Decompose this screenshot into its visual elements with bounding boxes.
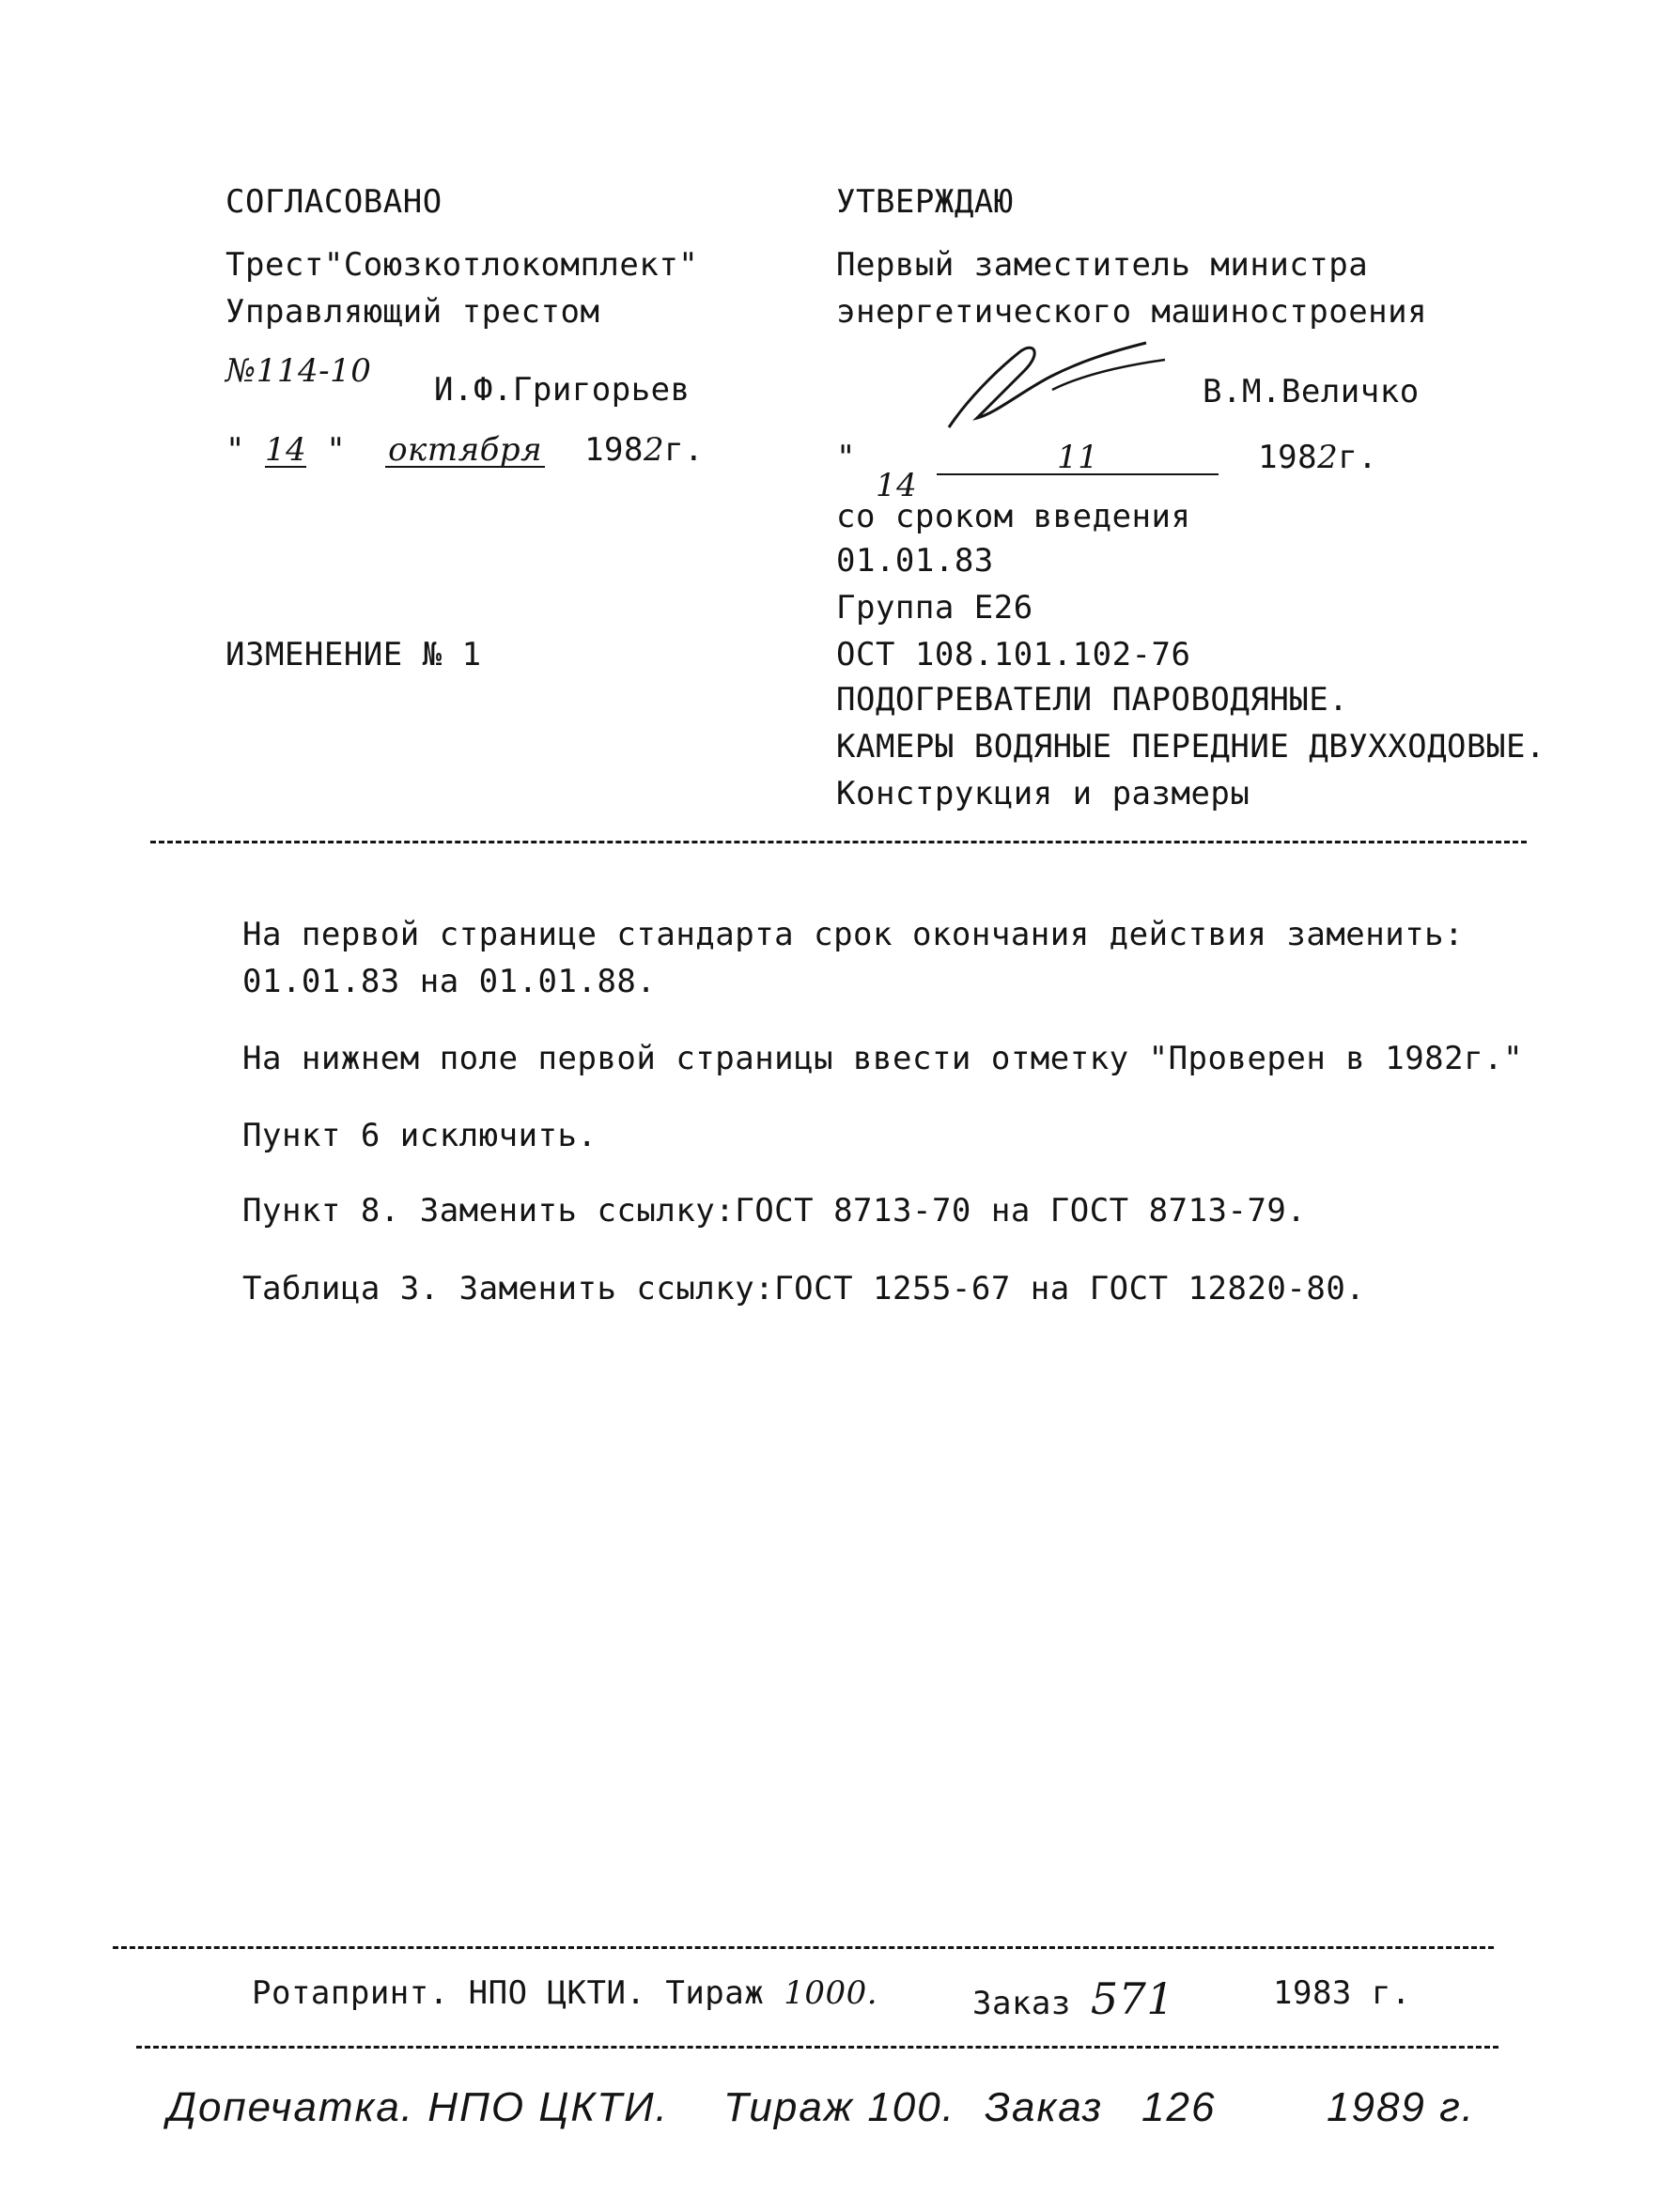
change-para1-line1: На первой странице стандарта срок окончания действия заменить: xyxy=(242,916,1465,953)
change-para2: На нижнем поле первой страницы ввести отметку "Проверен в 1982г." xyxy=(242,1040,1524,1077)
right-heading: УТВЕРЖДАЮ xyxy=(836,183,1014,221)
standard-title-line2: КАМЕРЫ ВОДЯНЫЕ ПЕРЕДНИЕ ДВУХХОДОВЫЕ. xyxy=(836,728,1545,766)
right-date-day: 14 xyxy=(875,467,918,504)
left-organization: Трест"Союзкотлокомплект" xyxy=(225,246,699,284)
left-date: " 14 " октября 1982г. xyxy=(225,431,705,469)
standard-title-line1: ПОДОГРЕВАТЕЛИ ПАРОВОДЯНЫЕ. xyxy=(836,681,1349,719)
effective-date: 01.01.83 xyxy=(836,542,994,580)
footer-line1-order-number: 571 xyxy=(1090,1973,1175,2024)
change-para3: Пункт 6 исключить. xyxy=(242,1117,598,1154)
right-position-line2: энергетического машиностроения xyxy=(836,293,1428,331)
change-title: ИЗМЕНЕНИЕ № 1 xyxy=(225,636,482,673)
left-heading: СОГЛАСОВАНО xyxy=(225,183,443,221)
footer-line2-year: 1989 г. xyxy=(1327,2084,1476,2130)
left-position: Управляющий трестом xyxy=(225,293,600,331)
change-para1-line2: 01.01.83 на 01.01.88. xyxy=(242,963,657,1000)
right-signer: В.М.Величко xyxy=(1203,373,1420,410)
right-date-month: 11 xyxy=(937,441,1219,475)
footer-line1-order-label: Заказ xyxy=(972,1985,1071,2022)
right-date-suffix: г. xyxy=(1338,439,1378,476)
footer-line1-order xyxy=(972,1973,1175,2024)
effective-label: со сроком введения xyxy=(836,498,1191,535)
right-date-year-digit: 2 xyxy=(1317,439,1339,476)
footer-divider-bottom xyxy=(136,2046,1498,2049)
footer-line2-order: Заказ xyxy=(985,2084,1104,2130)
footer-line1-text: Ротапринт. НПО ЦКТИ. Тираж xyxy=(252,1974,765,2012)
footer-line2-run: Тираж 100. xyxy=(723,2084,955,2130)
right-date: " 14 11 1982г. xyxy=(836,439,1378,504)
left-date-year-prefix: 198 xyxy=(584,431,644,469)
footer-divider-top xyxy=(113,1946,1494,1949)
left-date-suffix: г. xyxy=(664,431,705,469)
standard-title-line3: Конструкция и размеры xyxy=(836,775,1250,812)
left-date-year-digit: 2 xyxy=(643,431,665,469)
header-divider xyxy=(150,841,1527,843)
footer-line1 xyxy=(252,1974,878,2012)
left-date-month: октября xyxy=(385,434,545,468)
left-signer: И.Ф.Григорьев xyxy=(434,371,691,409)
footer-line2-text: Допечатка. НПО ЦКТИ. xyxy=(167,2084,669,2130)
left-reg-number xyxy=(225,352,372,390)
footer-line1-print-run: 1000. xyxy=(784,1974,878,2012)
number-value: 114-10 xyxy=(256,352,372,390)
group-code: Группа Е26 xyxy=(836,589,1033,626)
change-para4: Пункт 8. Заменить ссылку:ГОСТ 8713-70 на ГОСТ 8713-79. xyxy=(242,1192,1307,1230)
change-para5: Таблица 3. Заменить ссылку:ГОСТ 1255-67 на ГОСТ 12820-80. xyxy=(242,1270,1366,1307)
right-position-line1: Первый заместитель министра xyxy=(836,246,1369,284)
footer-line2-order-number: 126 xyxy=(1141,2084,1217,2130)
footer-line1-year: 1983 г. xyxy=(1273,1974,1411,2012)
number-label: № xyxy=(225,352,256,390)
left-date-day: 14 xyxy=(264,431,307,469)
minister-signature xyxy=(930,324,1174,437)
right-date-year-prefix: 198 xyxy=(1258,439,1318,476)
standard-number: ОСТ 108.101.102-76 xyxy=(836,636,1191,673)
